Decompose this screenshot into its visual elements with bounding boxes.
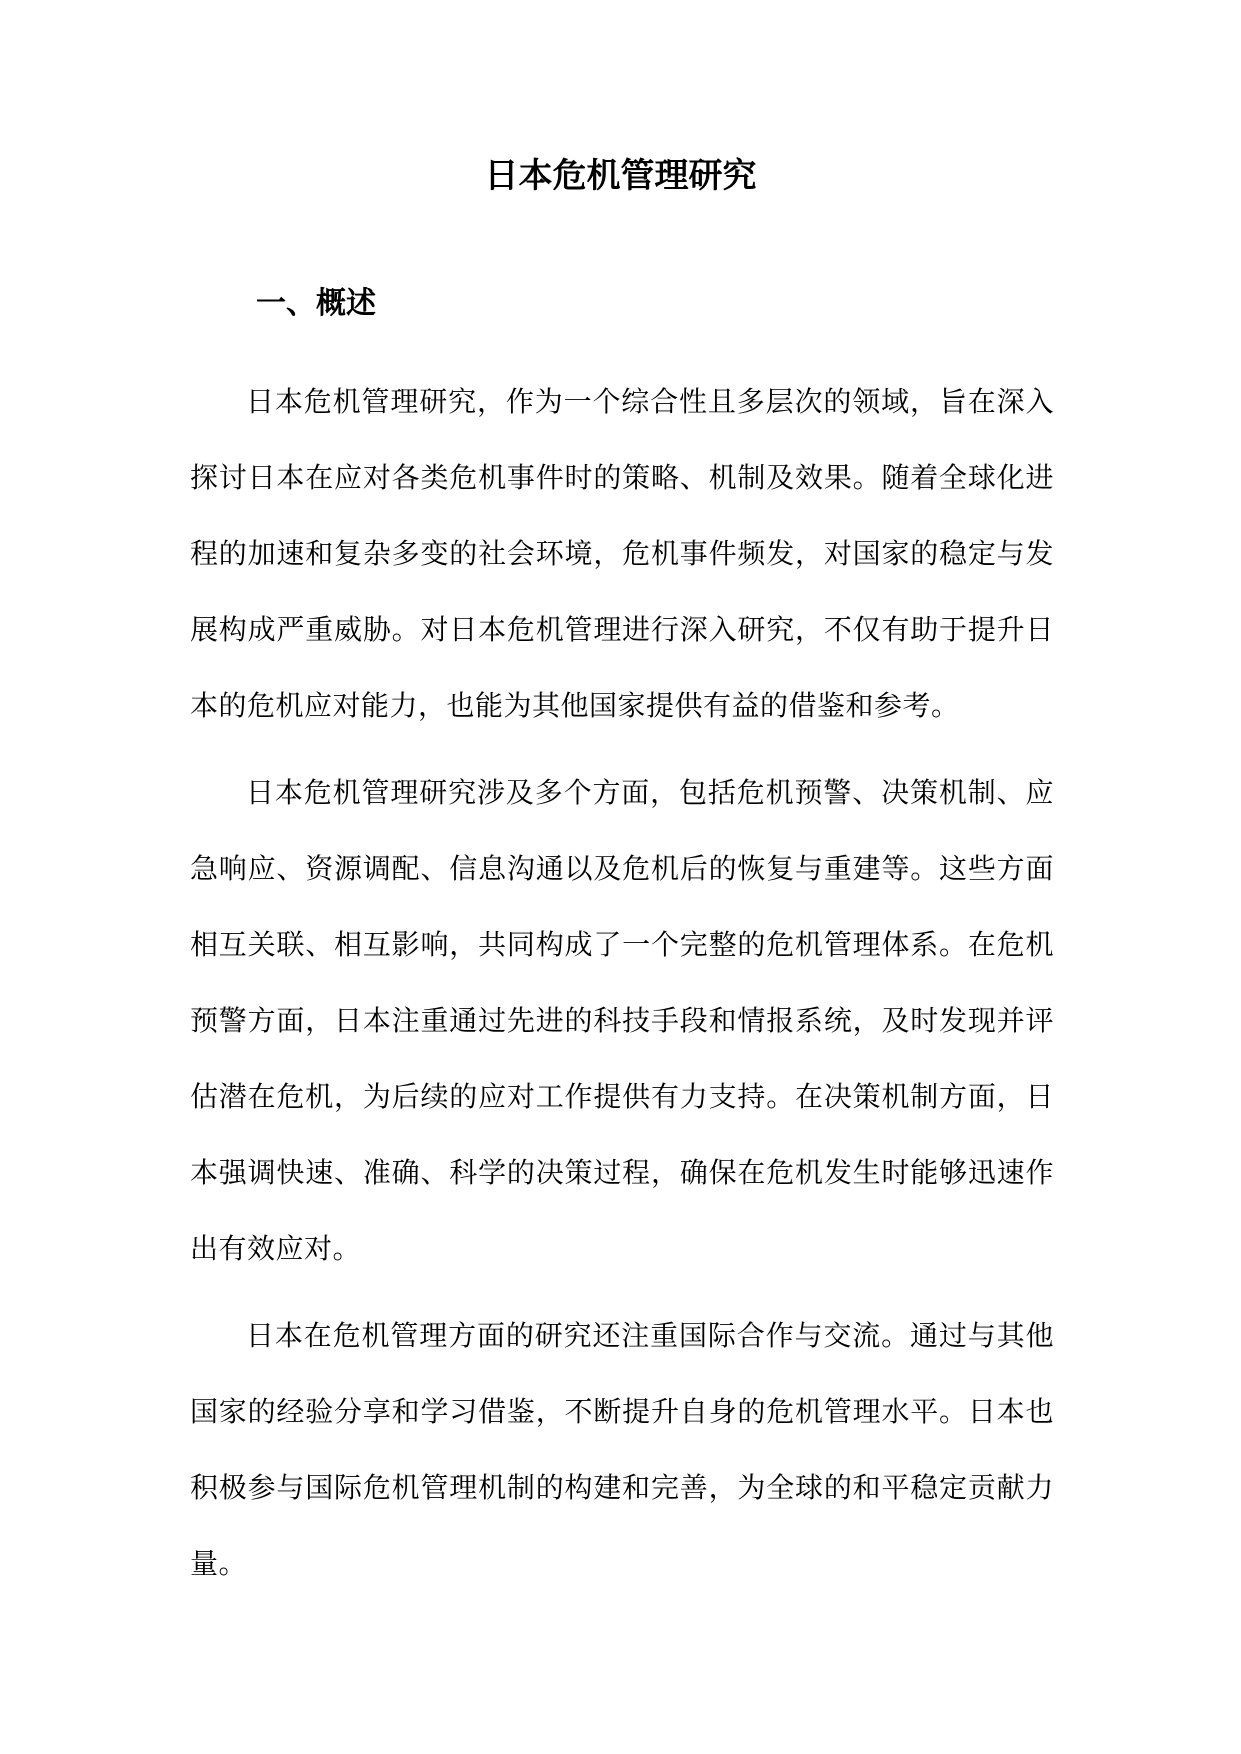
paragraph-3: 日本在危机管理方面的研究还注重国际合作与交流。通过与其他国家的经验分享和学习借鉴，不断提升自身的危机管理水平。日本也积极参与国际危机管理机制的构建和完善，为全球的和平稳定贡献力量。 — [190, 1319, 1054, 1580]
paragraph-2: 日本危机管理研究涉及多个方面，包括危机预警、决策机制、应急响应、资源调配、信息沟通以及危机后的恢复与重建等。这些方面相互关联、相互影响，共同构成了一个完整的危机管理体系。在危机预警方面，日本注重通过先进的科技手段和情报系统，及时发现并评估潜在危机，为后续的应对工作提供有力支持。在决策机制方面，日本强调快速、准确、科学的决策过程，确保在危机发生时能够迅速作出有效应对。 — [190, 776, 1054, 1265]
section-heading: 一、概述 — [256, 286, 376, 321]
paragraph-1: 日本危机管理研究，作为一个综合性且多层次的领域，旨在深入探讨日本在应对各类危机事件时的策略、机制及效果。随着全球化进程的加速和复杂多变的社会环境，危机事件频发，对国家的稳定与发展构成严重威胁。对日本危机管理进行深入研究，不仅有助于提升日本的危机应对能力，也能为其他国家提供有益的借鉴和参考。 — [190, 385, 1054, 722]
body-text — [190, 364, 1054, 1613]
document-title: 日本危机管理研究 — [484, 156, 757, 196]
